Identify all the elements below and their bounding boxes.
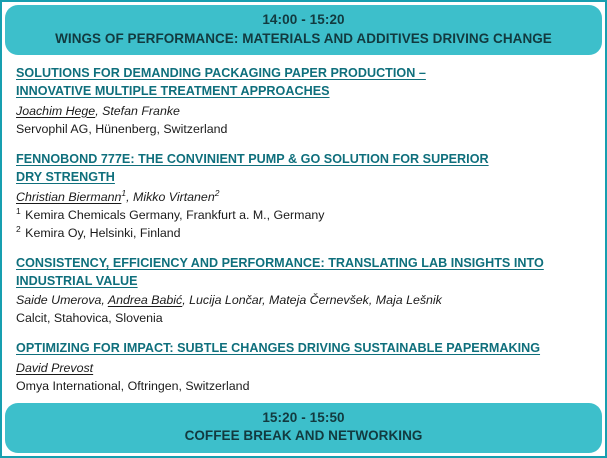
affiliation-text: Kemira Chemicals Germany, Frankfurt a. M., Germany: [21, 207, 325, 222]
talk-title-line1: FENNOBOND 777E: THE CONVINIENT PUMP & GO SOLUTION FOR SUPERIOR: [16, 151, 489, 166]
talk-title-line1: CONSISTENCY, EFFICIENCY AND PERFORMANCE: TRANSLATING LAB INSIGHTS INTO: [16, 255, 544, 270]
presenting-author-affil-mark: 1: [121, 187, 127, 198]
talk-affiliation: [16, 121, 591, 139]
affiliation-text: Omya International, Oftringen, Switzerland: [16, 379, 250, 394]
talk-title: [16, 151, 591, 187]
session-header-time: 14:00 - 15:20: [262, 12, 345, 27]
presenting-author: Joachim Hege: [16, 104, 96, 118]
lead-authors: Saide Umerova,: [16, 293, 108, 308]
presenting-author: David Prevost: [16, 361, 94, 376]
talk-authors: [16, 360, 591, 378]
talk-title-line2: INNOVATIVE MULTIPLE TREATMENT APPROACHES: [16, 84, 330, 99]
talk-authors: [16, 189, 591, 207]
talk-affiliation: [16, 225, 591, 243]
affiliation-text: Calcit, Stahovica, Slovenia: [16, 311, 163, 326]
talk-authors: [16, 103, 591, 121]
talk-affiliation: [16, 310, 591, 328]
presenting-author: Andrea Babić: [107, 293, 183, 308]
affiliation-text: Servophil AG, Hünenberg, Switzerland: [16, 121, 228, 136]
talk-title-line2: DRY STRENGTH: [16, 169, 115, 184]
talk-title-line2: INDUSTRIAL VALUE: [16, 273, 138, 288]
talk-affiliation: [16, 378, 591, 396]
co-authors: , Stefan Franke: [95, 104, 180, 118]
co-authors: , Lucija Lončar, Mateja Černevšek, Maja Lešnik: [182, 293, 442, 308]
talk-authors: [16, 292, 591, 310]
talk-title: [16, 340, 591, 358]
session-footer-title: COFFEE BREAK AND NETWORKING: [184, 428, 423, 444]
session-header-title: WINGS OF PERFORMANCE: MATERIALS AND ADDITIVES DRIVING CHANGE: [55, 30, 552, 46]
talk-title-line1: SOLUTIONS FOR DEMANDING PACKAGING PAPER PRODUCTION –: [16, 66, 426, 81]
talk-title: [16, 255, 591, 291]
list-item: [16, 255, 591, 329]
affiliation-mark: 2: [16, 223, 21, 234]
list-item: [16, 65, 591, 139]
affiliation-mark: 1: [16, 205, 21, 216]
talk-affiliation: [16, 207, 591, 225]
presenting-author: Christian Biermann: [16, 189, 122, 204]
affiliation-text: Kemira Oy, Helsinki, Finland: [21, 225, 181, 240]
talk-title: [16, 65, 591, 101]
co-authors: , Mikko Virtanen: [126, 189, 215, 204]
session-header-banner: [5, 5, 602, 55]
session-footer-time: 15:20 - 15:50: [262, 409, 345, 425]
list-item: [16, 340, 591, 396]
talk-list: [2, 55, 605, 399]
list-item: [16, 151, 591, 243]
session-footer-banner: [5, 403, 602, 453]
co-author-affil-mark: 2: [214, 187, 220, 198]
talk-title-line1: OPTIMIZING FOR IMPACT: SUBTLE CHANGES DRIVING SUSTAINABLE PAPERMAKING: [16, 341, 541, 356]
